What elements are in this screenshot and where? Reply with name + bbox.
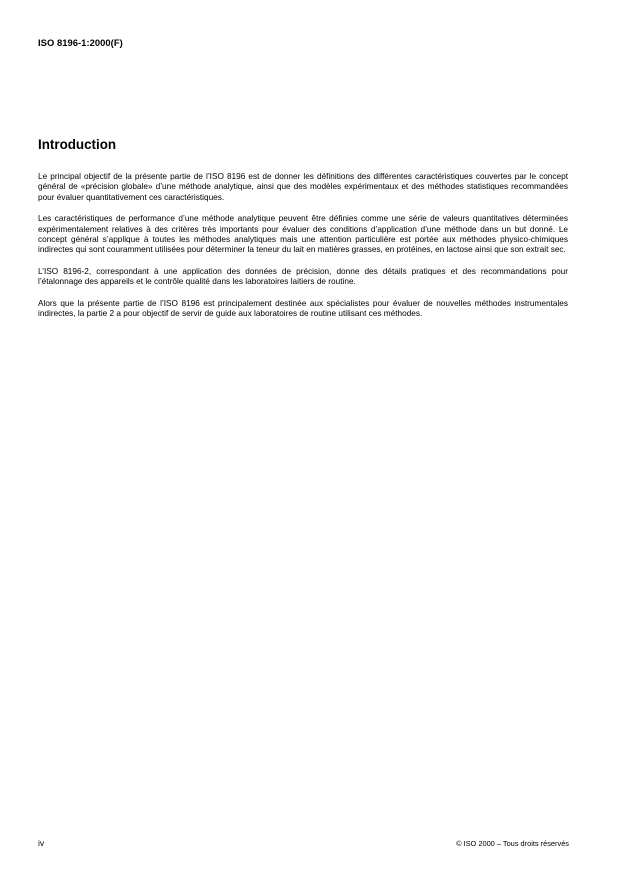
page-number: iv <box>38 838 45 848</box>
paragraph: Les caractéristiques de performance d’une méthode analytique peuvent être définies comme une série de valeurs quantitatives déterminées expérimentalement relatives à des critères très importants pour évaluer des conditions d’application d’une méthode dans un but donné. Le concept général s’applique à toutes les méthodes analytiques mais une attention particulière est portée aux méthodes physico-chimiques indirectes qui sont couramment utilisées pour déterminer la teneur du lait en matières grasses, en protéines, en lactose ainsi que son extrait sec. <box>38 214 568 255</box>
paragraph: Le principal objectif de la présente partie de l’ISO 8196 est de donner les définitions des différentes caractéristiques couvertes par le concept général de «précision globale» d’une méthode analytique, ainsi que des modèles expérimentaux et des méthodes statistiques recommandées pour évaluer quantitativement ces caractéristiques. <box>38 172 568 202</box>
document-header: ISO 8196-1:2000(F) <box>38 37 123 48</box>
copyright-notice: © ISO 2000 – Tous droits réservés <box>456 839 569 848</box>
paragraph: Alors que la présente partie de l’ISO 8196 est principalement destinée aux spécialistes pour évaluer de nouvelles méthodes instrumentales indirectes, la partie 2 a pour objectif de servir de guide aux laboratoires de routine utilisant ces méthodes. <box>38 298 568 319</box>
introduction-body <box>38 172 568 330</box>
paragraph: L’ISO 8196-2, correspondant à une application des données de précision, donne des détails pratiques et des recommandations pour l’étalonnage des appareils et le contrôle qualité dans les laboratoires laitiers de routine. <box>38 266 568 287</box>
section-title: Introduction <box>38 137 117 152</box>
